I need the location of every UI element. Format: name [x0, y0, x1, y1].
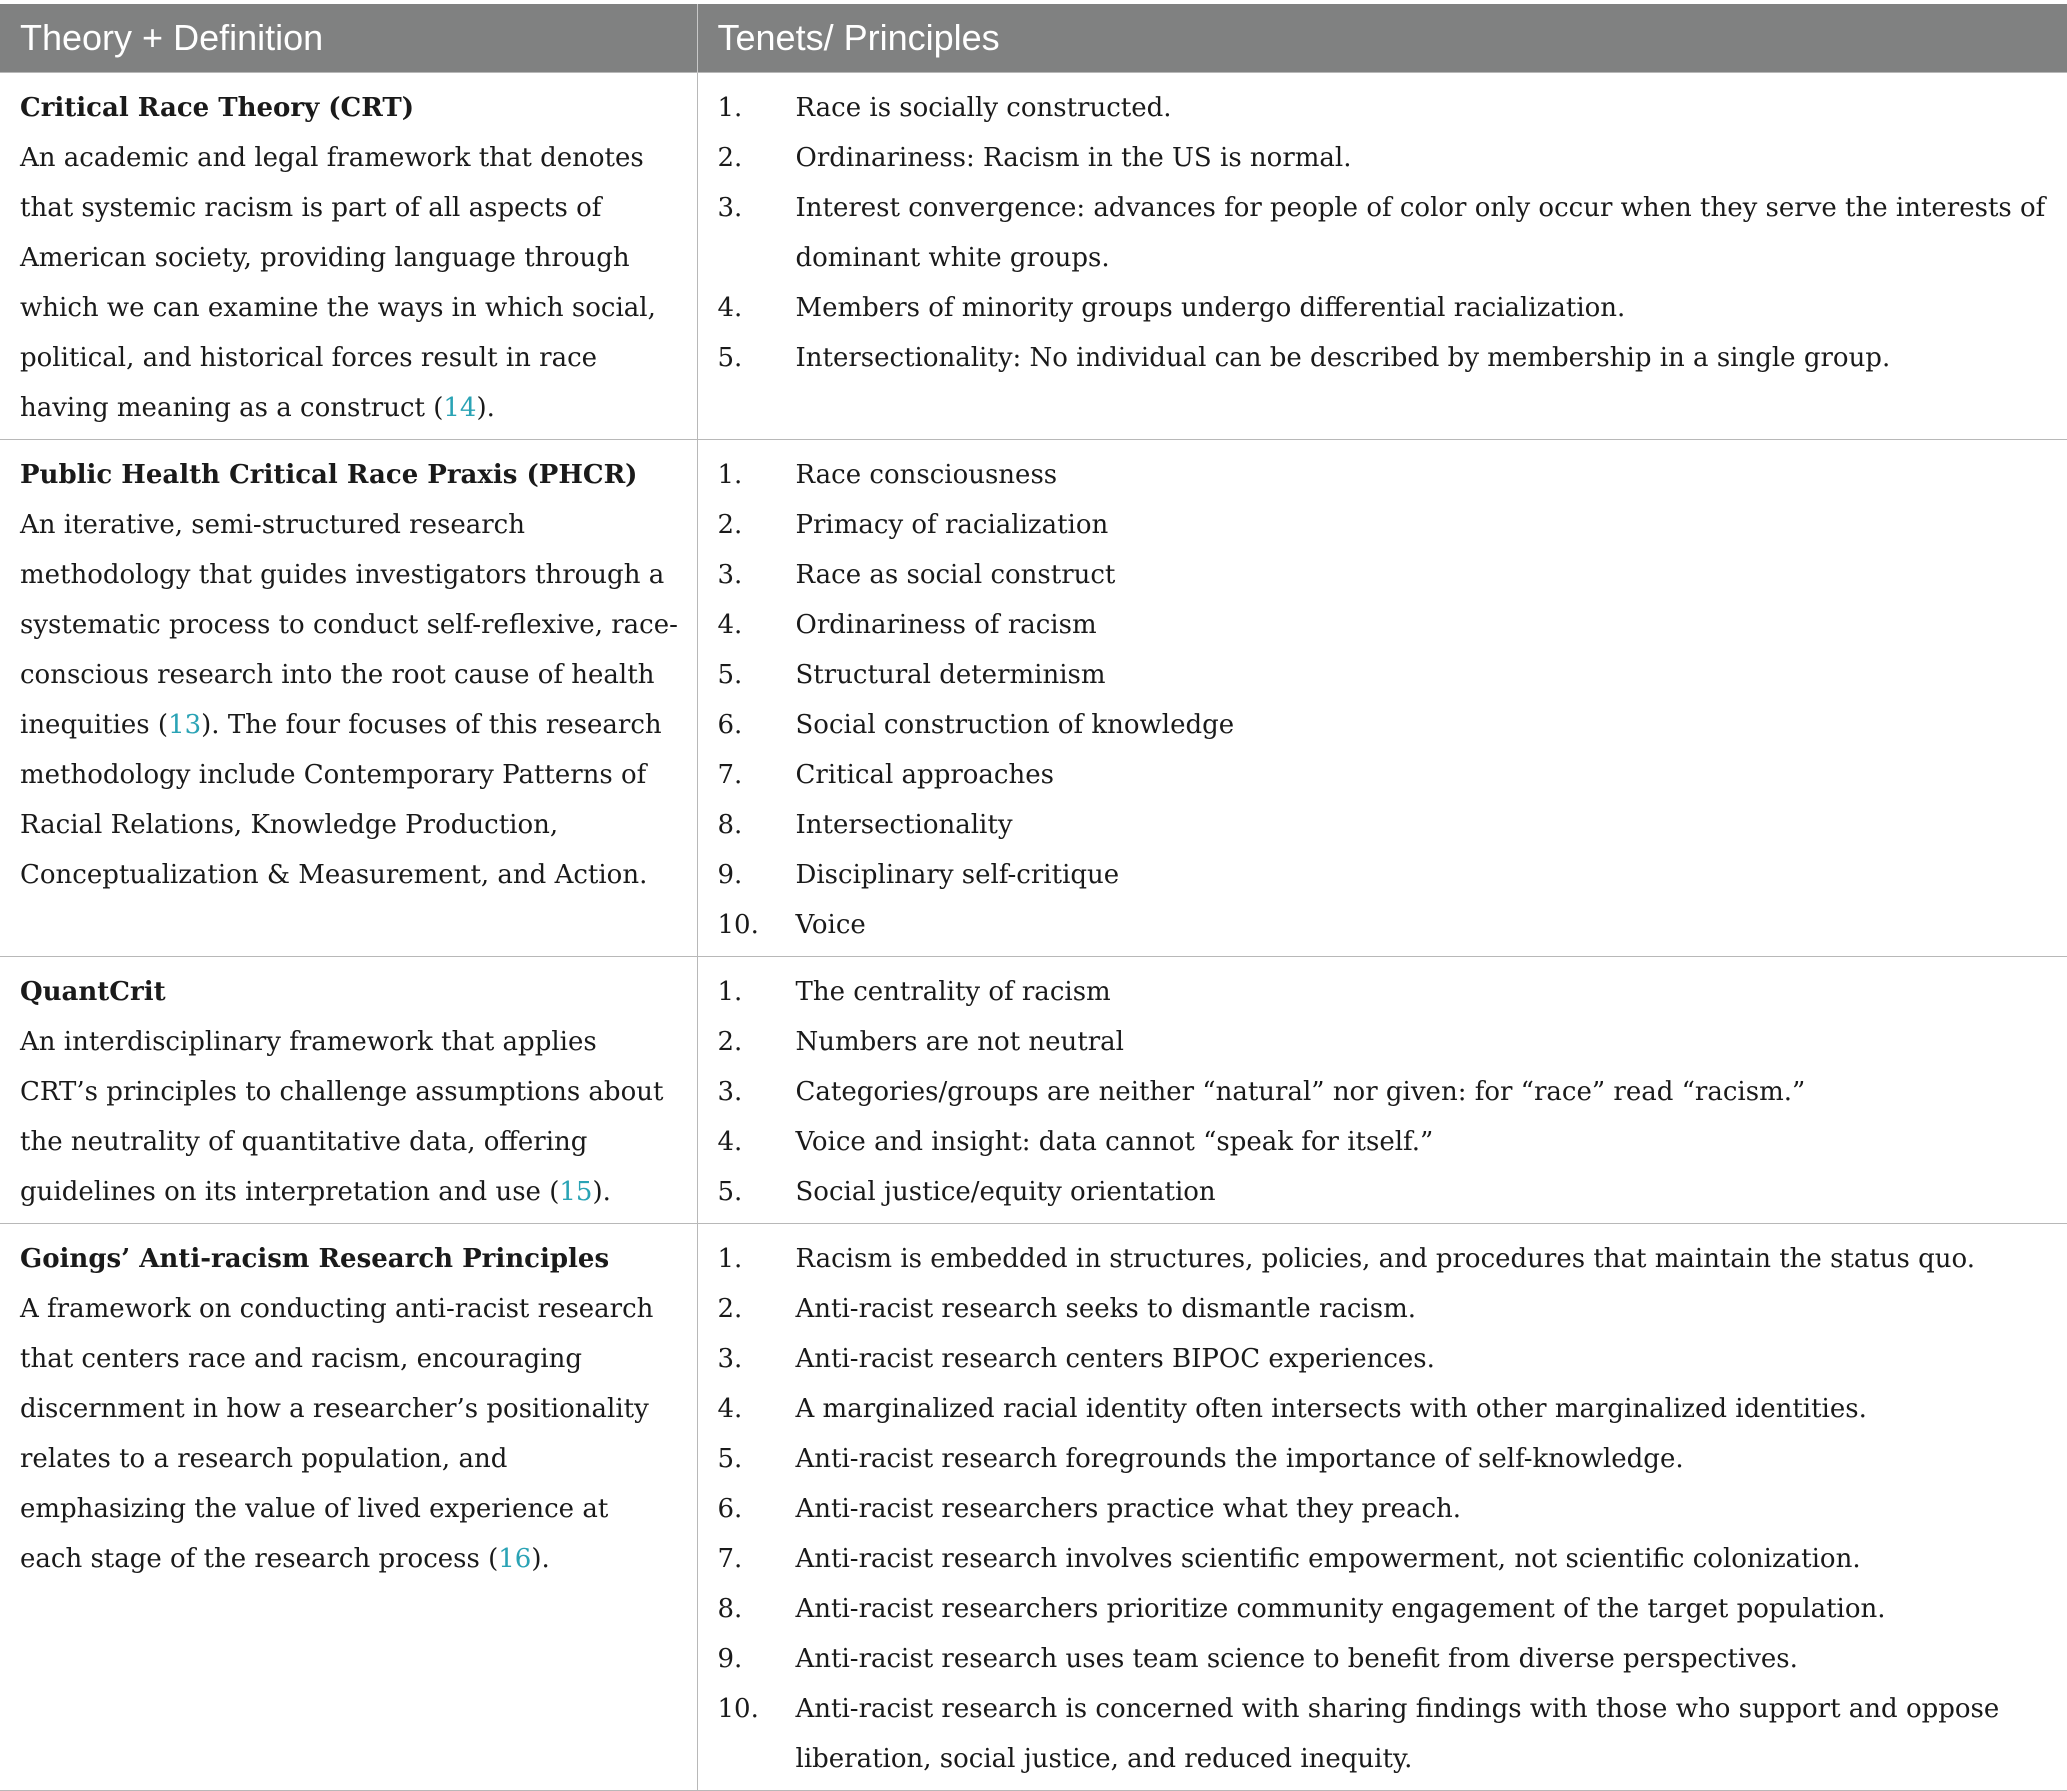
tenets-cell: [697, 440, 2067, 957]
theory-definition: [20, 500, 679, 900]
tenet-number: 2.: [717, 1027, 743, 1057]
tenet-number: 1.: [717, 1244, 743, 1274]
theory-table: [0, 4, 2067, 1791]
tenet-text: Voice: [795, 910, 866, 940]
tenet-text: Anti-racist researchers practice what they preach.: [795, 1494, 1462, 1524]
tenet-text: Anti-racist research seeks to dismantle racism.: [795, 1294, 1417, 1324]
tenet-item: [718, 800, 2050, 850]
tenet-text: Categories/groups are neither “natural” nor given: for “race” read “racism.”: [795, 1077, 1806, 1107]
tenet-text: Anti-racist research centers BIPOC experiences.: [795, 1344, 1435, 1374]
tenet-number: 10.: [717, 1694, 759, 1724]
tenet-text: Race as social construct: [795, 560, 1116, 590]
tenet-item: [718, 1584, 2050, 1634]
tenet-item: [718, 133, 2050, 183]
theory-definition: [20, 133, 679, 433]
tenet-item: [718, 283, 2050, 333]
tenet-item: [718, 967, 2050, 1017]
tenet-item: [718, 1117, 2050, 1167]
tenet-item: [718, 333, 2050, 383]
theory-cell: [0, 73, 697, 440]
tenet-text: Social justice/equity orientation: [795, 1177, 1216, 1207]
tenet-text: Primacy of racialization: [795, 510, 1109, 540]
tenet-item: [718, 1384, 2050, 1434]
tenet-number: 5.: [717, 1177, 743, 1207]
tenet-item: [718, 900, 2050, 950]
tenet-item: [718, 183, 2050, 283]
tenet-number: 3.: [717, 560, 743, 590]
tenet-number: 7.: [717, 760, 743, 790]
reference-link[interactable]: 14: [443, 393, 477, 423]
tenet-number: 4.: [717, 610, 743, 640]
theory-cell: [0, 440, 697, 957]
tenet-number: 3.: [717, 1344, 743, 1374]
reference-link[interactable]: 13: [168, 710, 202, 740]
tenet-text: Structural determinism: [795, 660, 1106, 690]
table-row: [0, 957, 2067, 1224]
tenet-text: A marginalized racial identity often intersects with other marginalized identities.: [795, 1394, 1867, 1424]
tenet-item: [718, 500, 2050, 550]
definition-text-end: ).: [531, 1544, 550, 1574]
tenet-text: Anti-racist researchers prioritize community engagement of the target population.: [795, 1594, 1886, 1624]
tenet-item: [718, 1067, 2050, 1117]
tenets-list: [718, 450, 2050, 950]
tenet-item: [718, 1684, 2050, 1784]
tenet-number: 6.: [717, 710, 743, 740]
tenet-number: 5.: [717, 660, 743, 690]
tenet-text: Anti-racist research involves scientific empowerment, not scientific colonization.: [795, 1544, 1861, 1574]
tenet-number: 9.: [717, 1644, 743, 1674]
tenet-number: 7.: [717, 1544, 743, 1574]
tenet-number: 8.: [717, 810, 743, 840]
definition-text: An academic and legal framework that denotes that systemic racism is part of all aspects of American society, providing language through which we can examine the ways in which social, political, and historical forces result in race having meaning as a construct (: [20, 143, 656, 423]
tenet-number: 8.: [717, 1594, 743, 1624]
tenet-number: 2.: [717, 1294, 743, 1324]
tenet-number: 5.: [717, 343, 743, 373]
tenets-cell: [697, 73, 2067, 440]
tenet-item: [718, 750, 2050, 800]
tenet-item: [718, 1017, 2050, 1067]
tenet-text: The centrality of racism: [795, 977, 1111, 1007]
tenet-number: 1.: [717, 460, 743, 490]
tenets-list: [718, 967, 2050, 1217]
definition-text-end: ).: [476, 393, 495, 423]
theory-name: QuantCrit: [20, 977, 166, 1007]
tenet-item: [718, 1434, 2050, 1484]
table-body: [0, 73, 2067, 1791]
tenet-item: [718, 1284, 2050, 1334]
tenets-list: [718, 1234, 2050, 1784]
tenet-text: Ordinariness: Racism in the US is normal.: [795, 143, 1352, 173]
tenet-number: 4.: [717, 1394, 743, 1424]
tenet-text: Racism is embedded in structures, policies, and procedures that maintain the status quo.: [795, 1244, 1976, 1274]
tenet-number: 1.: [717, 93, 743, 123]
tenet-item: [718, 1234, 2050, 1284]
tenet-text: Race is socially constructed.: [795, 93, 1172, 123]
tenet-item: [718, 600, 2050, 650]
tenets-cell: [697, 1224, 2067, 1791]
tenet-item: [718, 450, 2050, 500]
tenet-number: 9.: [717, 860, 743, 890]
reference-link[interactable]: 15: [559, 1177, 593, 1207]
tenet-number: 4.: [717, 1127, 743, 1157]
tenet-text: Numbers are not neutral: [795, 1027, 1124, 1057]
theory-cell: [0, 1224, 697, 1791]
definition-text: An iterative, semi-structured research methodology that guides investigators through a systematic process to conduct self-reflexive, race-conscious research into the root cause of health inequities (: [20, 510, 678, 740]
theory-name: Public Health Critical Race Praxis (PHCR): [20, 460, 638, 490]
definition-text-end: ). The four focuses of this research methodology include Contemporary Patterns of Racial Relations, Knowledge Production, Conceptualization & Measurement, and Action.: [20, 710, 662, 890]
tenet-number: 1.: [717, 977, 743, 1007]
header-tenets-principles: Tenets/ Principles: [697, 4, 2067, 73]
tenet-item: [718, 1534, 2050, 1584]
definition-text: An interdisciplinary framework that applies CRT’s principles to challenge assumptions about the neutrality of quantitative data, offering guidelines on its interpretation and use (: [20, 1027, 664, 1207]
tenet-number: 2.: [717, 510, 743, 540]
tenet-number: 5.: [717, 1444, 743, 1474]
tenet-item: [718, 1167, 2050, 1217]
tenet-text: Anti-racist research is concerned with sharing findings with those who support and oppose liberation, social justice, and reduced inequity.: [795, 1694, 2000, 1774]
tenet-text: Members of minority groups undergo differential racialization.: [795, 293, 1626, 323]
tenet-number: 10.: [717, 910, 759, 940]
tenet-text: Interest convergence: advances for people of color only occur when they serve the interests of dominant white groups.: [795, 193, 2046, 273]
tenet-text: Ordinariness of racism: [795, 610, 1097, 640]
tenet-item: [718, 650, 2050, 700]
tenet-text: Voice and insight: data cannot “speak for itself.”: [795, 1127, 1434, 1157]
theory-definition: [20, 1284, 679, 1584]
tenet-number: 4.: [717, 293, 743, 323]
table-row: [0, 440, 2067, 957]
tenet-text: Critical approaches: [795, 760, 1054, 790]
theory-cell: [0, 957, 697, 1224]
tenet-number: 3.: [717, 1077, 743, 1107]
definition-text: A framework on conducting anti-racist research that centers race and racism, encouraging discernment in how a researcher’s positionality relates to a research population, and emphasizing the value of lived experience at each stage of the research process (: [20, 1294, 654, 1574]
tenet-text: Intersectionality: [795, 810, 1013, 840]
tenet-text: Anti-racist research uses team science to benefit from diverse perspectives.: [795, 1644, 1798, 1674]
theory-name: Goings’ Anti-racism Research Principles: [20, 1244, 610, 1274]
definition-text-end: ).: [592, 1177, 611, 1207]
tenet-number: 3.: [717, 193, 743, 223]
tenet-item: [718, 1334, 2050, 1384]
tenet-text: Race consciousness: [795, 460, 1058, 490]
theory-definition: [20, 1017, 679, 1217]
tenet-item: [718, 1634, 2050, 1684]
tenet-item: [718, 850, 2050, 900]
table-row: [0, 1224, 2067, 1791]
reference-link[interactable]: 16: [498, 1544, 532, 1574]
tenet-item: [718, 83, 2050, 133]
tenets-cell: [697, 957, 2067, 1224]
table-row: [0, 73, 2067, 440]
header-theory-definition: Theory + Definition: [0, 4, 697, 73]
tenets-list: [718, 83, 2050, 383]
tenet-text: Disciplinary self-critique: [795, 860, 1120, 890]
theory-name: Critical Race Theory (CRT): [20, 93, 415, 123]
tenet-item: [718, 550, 2050, 600]
tenet-text: Anti-racist research foregrounds the importance of self-knowledge.: [795, 1444, 1684, 1474]
tenet-item: [718, 700, 2050, 750]
tenet-number: 6.: [717, 1494, 743, 1524]
header-row: [0, 4, 2067, 73]
tenet-text: Social construction of knowledge: [795, 710, 1235, 740]
tenet-item: [718, 1484, 2050, 1534]
tenet-number: 2.: [717, 143, 743, 173]
tenet-text: Intersectionality: No individual can be described by membership in a single group.: [795, 343, 1891, 373]
